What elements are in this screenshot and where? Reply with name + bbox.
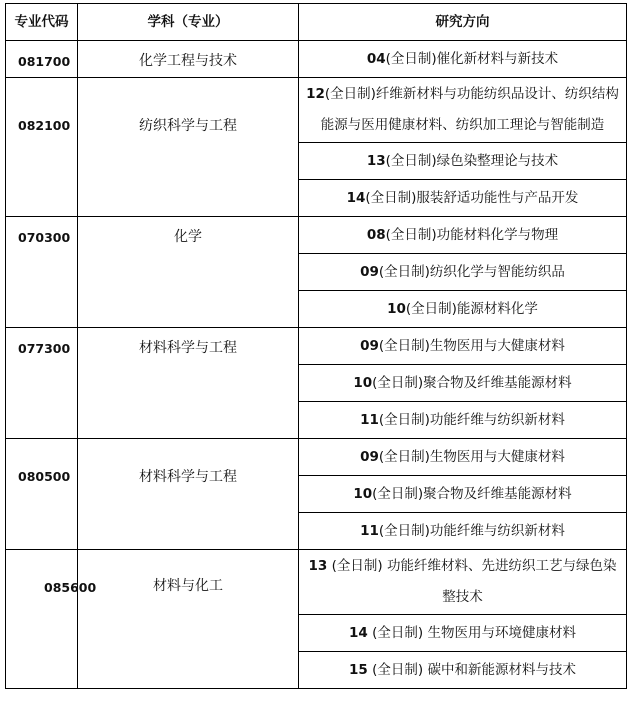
direction-number: 09 [360, 448, 379, 465]
research-direction [299, 217, 627, 254]
research-direction [299, 143, 627, 180]
program-major: 材料科学与工程 [78, 439, 299, 550]
program-major: 材料科学与工程 [78, 328, 299, 439]
research-direction [299, 476, 627, 513]
research-direction [299, 41, 627, 78]
direction-number: 13 [366, 152, 386, 169]
header-row [6, 4, 627, 41]
direction-text: (全日制)生物医用与大健康材料 [378, 448, 565, 465]
program-code: 080500 [6, 439, 78, 550]
direction-number: 09 [360, 263, 379, 280]
table-row [6, 217, 627, 254]
header-major: 学科（专业） [78, 4, 299, 41]
research-direction [299, 550, 627, 615]
direction-text: (全日制)功能材料化学与物理 [385, 226, 559, 243]
research-direction [299, 291, 627, 328]
table-row [6, 41, 627, 78]
direction-text: (全日制)服装舒适功能性与产品开发 [365, 189, 579, 206]
table-row [6, 439, 627, 476]
direction-text: (全日制)纺织化学与智能纺织品 [378, 263, 565, 280]
header-direction: 研究方向 [299, 4, 627, 41]
direction-number: 11 [360, 411, 379, 428]
research-direction [299, 180, 627, 217]
table-row [6, 550, 627, 615]
header-code: 专业代码 [6, 4, 78, 41]
program-code: 082100 [6, 78, 78, 217]
table-row [6, 328, 627, 365]
research-direction [299, 365, 627, 402]
direction-number: 10 [353, 374, 373, 391]
program-code: 077300 [6, 328, 78, 439]
program-major: 化学工程与技术 [78, 41, 299, 78]
direction-text: (全日制)催化新材料与新技术 [385, 50, 559, 67]
direction-number: 10 [353, 485, 373, 502]
direction-number: 10 [387, 300, 406, 317]
program-major: 化学 [78, 217, 299, 328]
direction-number: 15 [349, 661, 368, 678]
direction-number: 04 [366, 50, 386, 67]
direction-text: (全日制)聚合物及纤维基能源材料 [372, 485, 572, 502]
direction-text: (全日制)绿色染整理论与技术 [385, 152, 559, 169]
program-code: 081700 [6, 41, 78, 78]
direction-text: (全日制)功能纤维与纺织新材料 [378, 411, 565, 428]
program-code: 085600 [6, 550, 78, 689]
direction-number: 12 [306, 86, 325, 102]
research-direction [299, 513, 627, 550]
program-code: 070300 [6, 217, 78, 328]
research-direction [299, 615, 627, 652]
direction-number: 08 [366, 226, 386, 243]
direction-number: 09 [360, 337, 379, 354]
direction-text: (全日制)能源材料化学 [405, 300, 538, 317]
direction-number: 14 [346, 189, 366, 206]
program-major: 纺织科学与工程 [78, 78, 299, 217]
direction-number: 11 [360, 522, 379, 539]
direction-number: 14 [349, 624, 368, 641]
direction-text: (全日制)聚合物及纤维基能源材料 [372, 374, 572, 391]
research-direction [299, 439, 627, 476]
table-row [6, 78, 627, 143]
research-direction [299, 254, 627, 291]
direction-number: 13 [308, 558, 328, 574]
direction-text: (全日制)生物医用与大健康材料 [378, 337, 565, 354]
direction-text: (全日制)纤维新材料与功能纺织品设计、纺织结构能源与医用健康材料、纺织加工理论与智能制造 [320, 86, 619, 133]
direction-text: (全日制) 生物医用与环境健康材料 [367, 624, 576, 641]
direction-text: (全日制)功能纤维与纺织新材料 [378, 522, 565, 539]
research-direction [299, 78, 627, 143]
program-major: 材料与化工 [78, 550, 299, 689]
research-direction [299, 402, 627, 439]
research-direction [299, 652, 627, 689]
research-direction [299, 328, 627, 365]
direction-text: (全日制) 碳中和新能源材料与技术 [367, 661, 576, 678]
programs-table [5, 3, 627, 689]
direction-text: (全日制) 功能纤维材料、先进纺织工艺与绿色染整技术 [327, 558, 617, 605]
